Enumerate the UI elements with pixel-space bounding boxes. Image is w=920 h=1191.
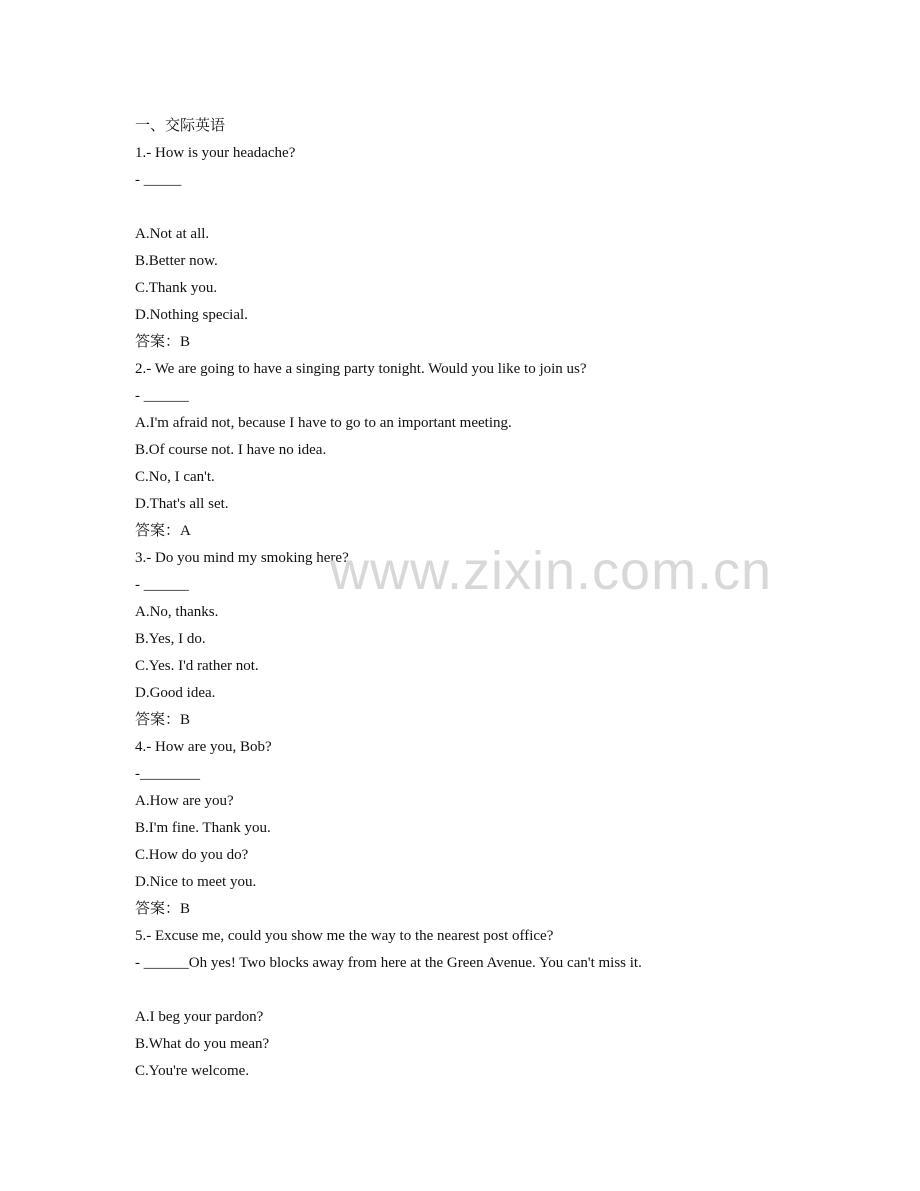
- answer-key: 答案：B: [135, 712, 191, 728]
- option: D.Nice to meet you.: [135, 874, 257, 890]
- answer-key: 答案：B: [135, 334, 191, 350]
- option: C.Thank you.: [135, 280, 218, 296]
- answer-blank: - ______: [135, 388, 189, 404]
- option: D.Good idea.: [135, 685, 216, 701]
- question-prompt: 4.- How are you, Bob?: [135, 739, 272, 755]
- option: C.How do you do?: [135, 847, 249, 863]
- option: D.That's all set.: [135, 496, 229, 512]
- option: B.Yes, I do.: [135, 631, 206, 647]
- spacer: [135, 977, 835, 1004]
- option: A.I'm afraid not, because I have to go to an important meeting.: [135, 415, 512, 431]
- option: A.I beg your pardon?: [135, 1009, 264, 1025]
- answer-key: 答案：A: [135, 523, 191, 539]
- question-prompt: 3.- Do you mind my smoking here?: [135, 550, 349, 566]
- option: B.What do you mean?: [135, 1036, 270, 1052]
- spacer: [135, 194, 835, 221]
- answer-key: 答案：B: [135, 901, 191, 917]
- answer-blank: - ______Oh yes! Two blocks away from here at the Green Avenue. You can't miss it.: [135, 955, 642, 971]
- option: B.I'm fine. Thank you.: [135, 820, 271, 836]
- option: A.How are you?: [135, 793, 234, 809]
- option: B.Better now.: [135, 253, 218, 269]
- option: B.Of course not. I have no idea.: [135, 442, 327, 458]
- question-prompt: 2.- We are going to have a singing party tonight. Would you like to join us?: [135, 361, 587, 377]
- option: C.Yes. I'd rather not.: [135, 658, 259, 674]
- watermark: www.zixin.com.cn: [330, 541, 773, 601]
- answer-blank: - ______: [135, 577, 189, 593]
- section-title: 一、交际英语: [135, 118, 226, 134]
- question-prompt: 1.- How is your headache?: [135, 145, 296, 161]
- answer-blank: -________: [135, 766, 200, 782]
- option: C.You're welcome.: [135, 1063, 250, 1079]
- option: A.No, thanks.: [135, 604, 219, 620]
- option: C.No, I can't.: [135, 469, 215, 485]
- answer-blank: - _____: [135, 172, 182, 188]
- option: D.Nothing special.: [135, 307, 248, 323]
- document-body: [135, 113, 835, 1085]
- question-prompt: 5.- Excuse me, could you show me the way to the nearest post office?: [135, 928, 554, 944]
- option: A.Not at all.: [135, 226, 210, 242]
